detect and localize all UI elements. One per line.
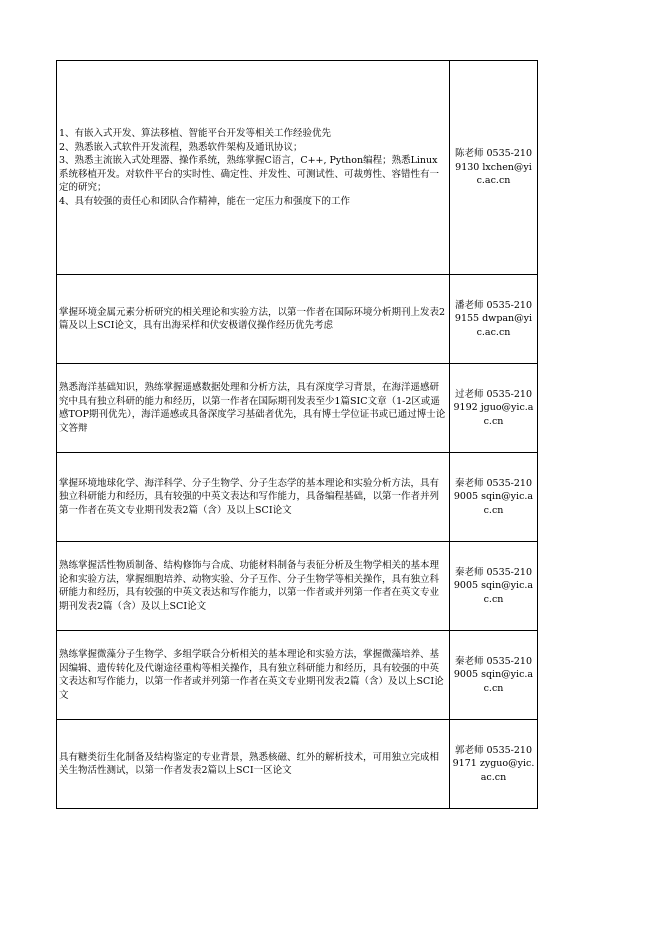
table-row [57, 542, 538, 631]
requirements-table [56, 60, 538, 809]
table-row [57, 364, 538, 453]
contact-cell: 秦老师 0535-2109005 sqin@yic.ac.cn [450, 631, 538, 720]
requirement-line: 3、熟悉主流嵌入式处理器、操作系统，熟练掌握C语言，C++, Python编程；熟悉Linux系统移植开发。对软件平台的实时性、确定性、并发性、可测试性、可裁剪性、容错性有一定的研究； [59, 155, 440, 193]
requirements-cell: 熟练掌握活性物质制备、结构修饰与合成、功能材料制备与表征分析及生物学相关的基本理论和实验方法，掌握细胞培养、动物实验、分子互作、分子生物学等相关操作，具有独立科研能力和经历，具有较强的中英文表达和写作能力，以第一作者或并列第一作者在英文专业期刊发表2篇（含）及以上SCI论文 [57, 542, 450, 631]
table-row [57, 275, 538, 364]
requirements-cell [57, 61, 450, 275]
requirements-cell: 具有糖类衍生化制备及结构鉴定的专业背景，熟悉核磁、红外的解析技术，可用独立完成相关生物活性测试，以第一作者发表2篇以上SCI一区论文 [57, 720, 450, 809]
contact-cell: 秦老师 0535-2109005 sqin@yic.ac.cn [450, 542, 538, 631]
contact-cell: 郭老师 0535-2109171 zyguo@yic.ac.cn [450, 720, 538, 809]
requirement-line: 4、具有较强的责任心和团队合作精神，能在一定压力和强度下的工作 [59, 195, 351, 207]
requirement-line: 2、熟悉嵌入式软件开发流程，熟悉软件架构及通讯协议； [59, 141, 303, 153]
requirements-cell: 熟悉海洋基础知识，熟练掌握遥感数据处理和分析方法，具有深度学习背景，在海洋遥感研究中具有独立科研的能力和经历，以第一作者在国际期刊发表至少1篇SIC文章（1-2区或遥感TOP期刊优先），海洋遥感或具备深度学习基础者优先，具有博士学位证书或已通过博士论文答辩 [57, 364, 450, 453]
table-row [57, 631, 538, 720]
requirements-cell: 掌握环境金属元素分析研究的相关理论和实验方法，以第一作者在国际环境分析期刊上发表2篇及以上SCI论文，具有出海采样和伏安极谱仪操作经历优先考虑 [57, 275, 450, 364]
table-row [57, 61, 538, 275]
contact-cell: 潘老师 0535-2109155 dwpan@yic.ac.cn [450, 275, 538, 364]
contact-cell: 陈老师 0535-2109130 lxchen@yic.ac.cn [450, 61, 538, 275]
table-row [57, 453, 538, 542]
table-row [57, 720, 538, 809]
contact-cell: 过老师 0535-2109192 jguo@yic.ac.cn [450, 364, 538, 453]
requirements-cell: 掌握环境地球化学、海洋科学、分子生物学、分子生态学的基本理论和实验分析方法，具有独立科研能力和经历，具有较强的中英文表达和写作能力，具备编程基础，以第一作者并列第一作者在英文专业期刊发表2篇（含）及以上SCI论文 [57, 453, 450, 542]
contact-cell: 秦老师 0535-2109005 sqin@yic.ac.cn [450, 453, 538, 542]
requirement-line: 1、有嵌入式开发、算法移植、智能平台开发等相关工作经验优先 [59, 128, 332, 139]
requirements-cell: 熟练掌握微藻分子生物学、多组学联合分析相关的基本理论和实验方法，掌握微藻培养、基因编辑、遗传转化及代谢途径重构等相关操作，具有独立科研能力和经历，具有较强的中英文表达和写作能力，以第一作者或并列第一作者在英文专业期刊发表2篇（含）及以上SCI论文 [57, 631, 450, 720]
